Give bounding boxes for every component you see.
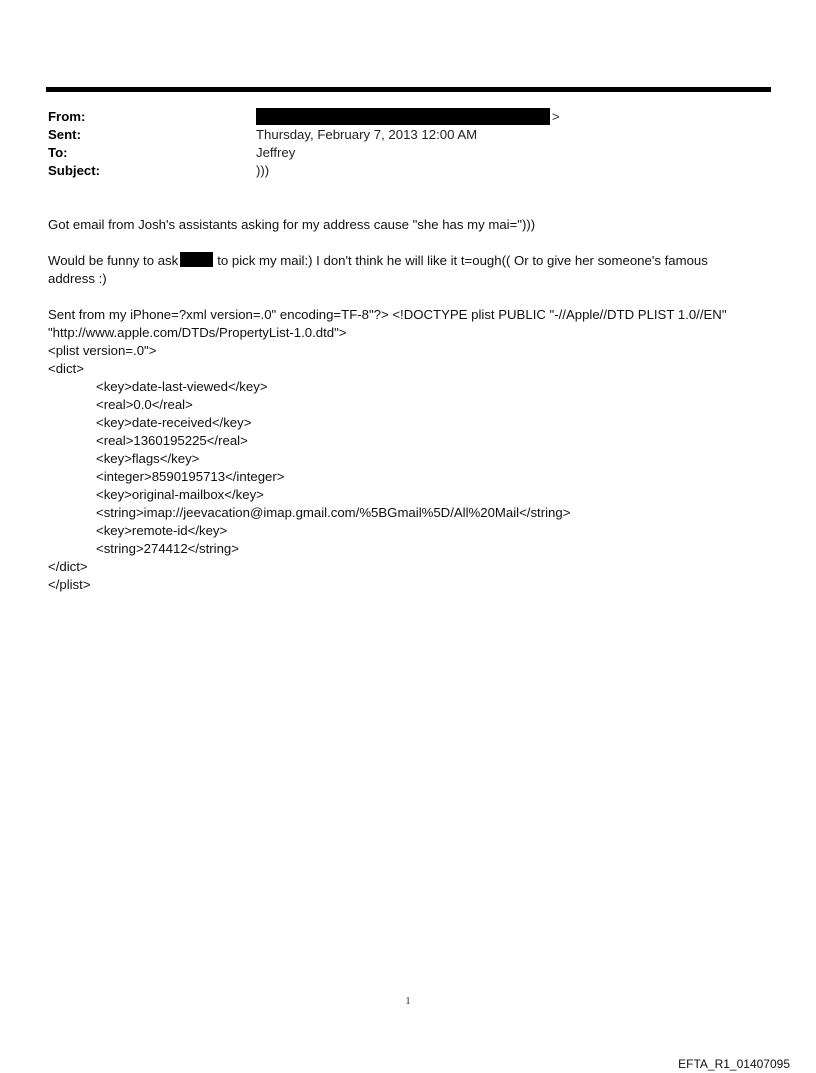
subject-label: Subject: — [48, 163, 101, 178]
page-number: 1 — [405, 996, 411, 1007]
email-body — [48, 216, 760, 594]
para2-text-line2: address :) — [48, 271, 107, 286]
signature-block — [48, 306, 760, 594]
header-rule — [46, 87, 771, 92]
plist-close: </plist> — [48, 577, 91, 592]
dict-line: <key>date-received</key> — [96, 415, 252, 430]
from-row — [48, 108, 768, 126]
to-label: To: — [48, 145, 68, 160]
dict-open: <dict> — [48, 361, 84, 376]
dict-line: <key>flags</key> — [96, 451, 200, 466]
signature-line-2: "http://www.apple.com/DTDs/PropertyList-1.0.dtd"> — [48, 325, 347, 340]
dict-line: <key>date-last-viewed</key> — [96, 379, 268, 394]
body-paragraph-1: Got email from Josh's assistants asking for my address cause "she has my mai="))) — [48, 217, 536, 232]
para2-text-before: Would be funny to ask — [48, 253, 179, 268]
dict-line: <key>remote-id</key> — [96, 523, 228, 538]
bates-number: EFTA_R1_01407095 — [678, 1057, 790, 1071]
sent-label: Sent: — [48, 127, 81, 142]
from-suffix: > — [552, 109, 560, 124]
to-row — [48, 144, 768, 162]
from-label: From: — [48, 109, 86, 124]
subject-value: ))) — [256, 163, 270, 178]
dict-close: </dict> — [48, 559, 88, 574]
dict-line: <integer>8590195713</integer> — [96, 469, 285, 484]
email-header — [48, 108, 768, 180]
dict-line: <string>imap://jeevacation@imap.gmail.com/%5BGmail%5D/All%20Mail</string> — [96, 505, 571, 520]
body-paragraph-2 — [48, 252, 760, 288]
dict-line: <real>0.0</real> — [96, 397, 193, 412]
redaction-box — [256, 108, 550, 125]
from-value — [256, 108, 560, 126]
signature-line-1: Sent from my iPhone=?xml version=.0" encoding=TF-8"?> <!DOCTYPE plist PUBLIC "-//Apple//DTD PLIST 1.0//EN" — [48, 307, 727, 322]
sent-row — [48, 126, 768, 144]
dict-line: <string>274412</string> — [96, 541, 239, 556]
dict-line: <real>1360195225</real> — [96, 433, 248, 448]
dict-line: <key>original-mailbox</key> — [96, 487, 264, 502]
sent-value: Thursday, February 7, 2013 12:00 AM — [256, 127, 478, 142]
redaction-box-inline — [180, 252, 213, 267]
subject-row — [48, 162, 768, 180]
to-value: Jeffrey — [256, 145, 296, 160]
plist-open: <plist version=.0"> — [48, 343, 157, 358]
para2-text-after: to pick my mail:) I don't think he will like it t=ough(( Or to give her someone's famous — [217, 253, 708, 268]
